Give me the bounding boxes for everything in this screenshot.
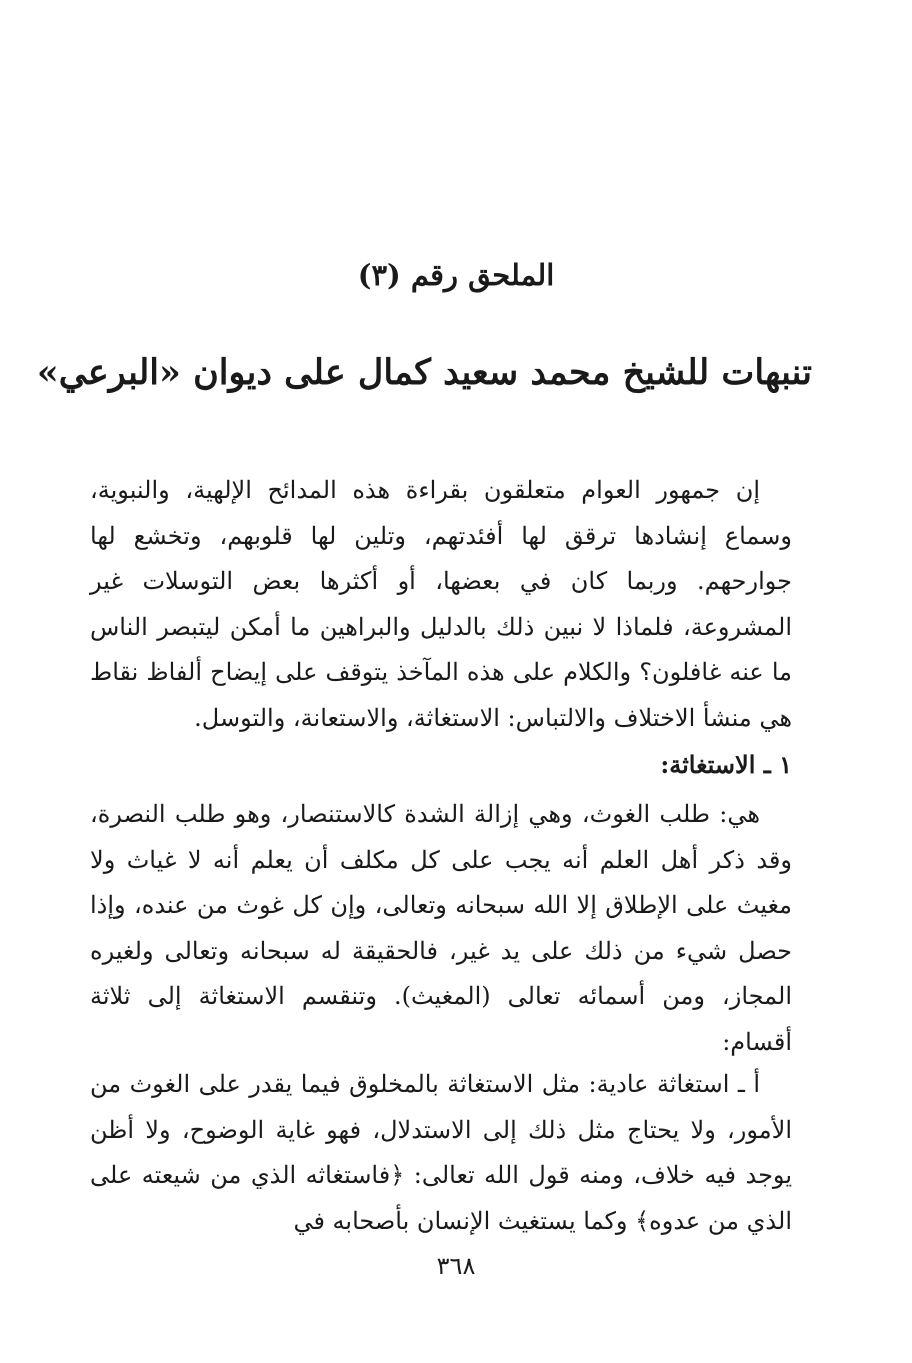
section-paragraph-definition: هي: طلب الغوث، وهي إزالة الشدة كالاستنصار، وهو طلب النصرة، وقد ذكر أهل العلم أنه يجب على كل مكلف أن يعلم أنه لا غياث ولا مغيث على الإطلاق إلا الله سبحانه وتعالى، وإن كل غوث من عنده، وإذا حصل شيء من ذلك على يد غير، فالحقيقة له سبحانه وتعالى ولغيره المجاز، ومن أسمائه تعالى (المغيث). وتنقسم الاستغاثة إلى ثلاثة أقسام: <box>90 800 792 1056</box>
page-number: ٣٦٨ <box>436 1252 476 1280</box>
section-heading-istighatha: ١ ـ الاستغاثة: <box>660 750 792 779</box>
intro-paragraph: إن جمهور العوام متعلقون بقراءة هذه المدائح الإلهية، والنبوية، وسماع إنشادها ترقق لها أفئدتهم، وتلين لها قلوبهم، وتخشع لها جوارحهم. وربما كان في بعضها، أو أكثرها بعض التوسلات غير المشروعة، فلماذا لا نبين ذلك بالدليل والبراهين ما أمكن ليتبصر الناس ما عنه غافلون؟ والكلام على هذه المآخذ يتوقف على إيضاح ألفاظ نقاط هي منشأ الاختلاف والالتباس: الاستغاثة، والاستعانة، والتوسل. <box>90 476 792 732</box>
section-paragraph-ordinary: أ ـ استغاثة عادية: مثل الاستغاثة بالمخلوق فيما يقدر على الغوث من الأمور، ولا يحتاج مثل ذلك إلى الاستدلال، فهو غاية الوضوح، ولا أظن يوجد فيه خلاف، ومنه قول الله تعالى: ﴿فاستغاثه الذي من شيعته على الذي من عدوه﴾ وكما يستغيث الإنسان بأصحابه في <box>90 1070 792 1235</box>
page-title: تنبهات للشيخ محمد سعيد كمال على ديوان «البرعي» <box>36 352 812 393</box>
appendix-title: الملحق رقم (٣) <box>357 258 555 292</box>
